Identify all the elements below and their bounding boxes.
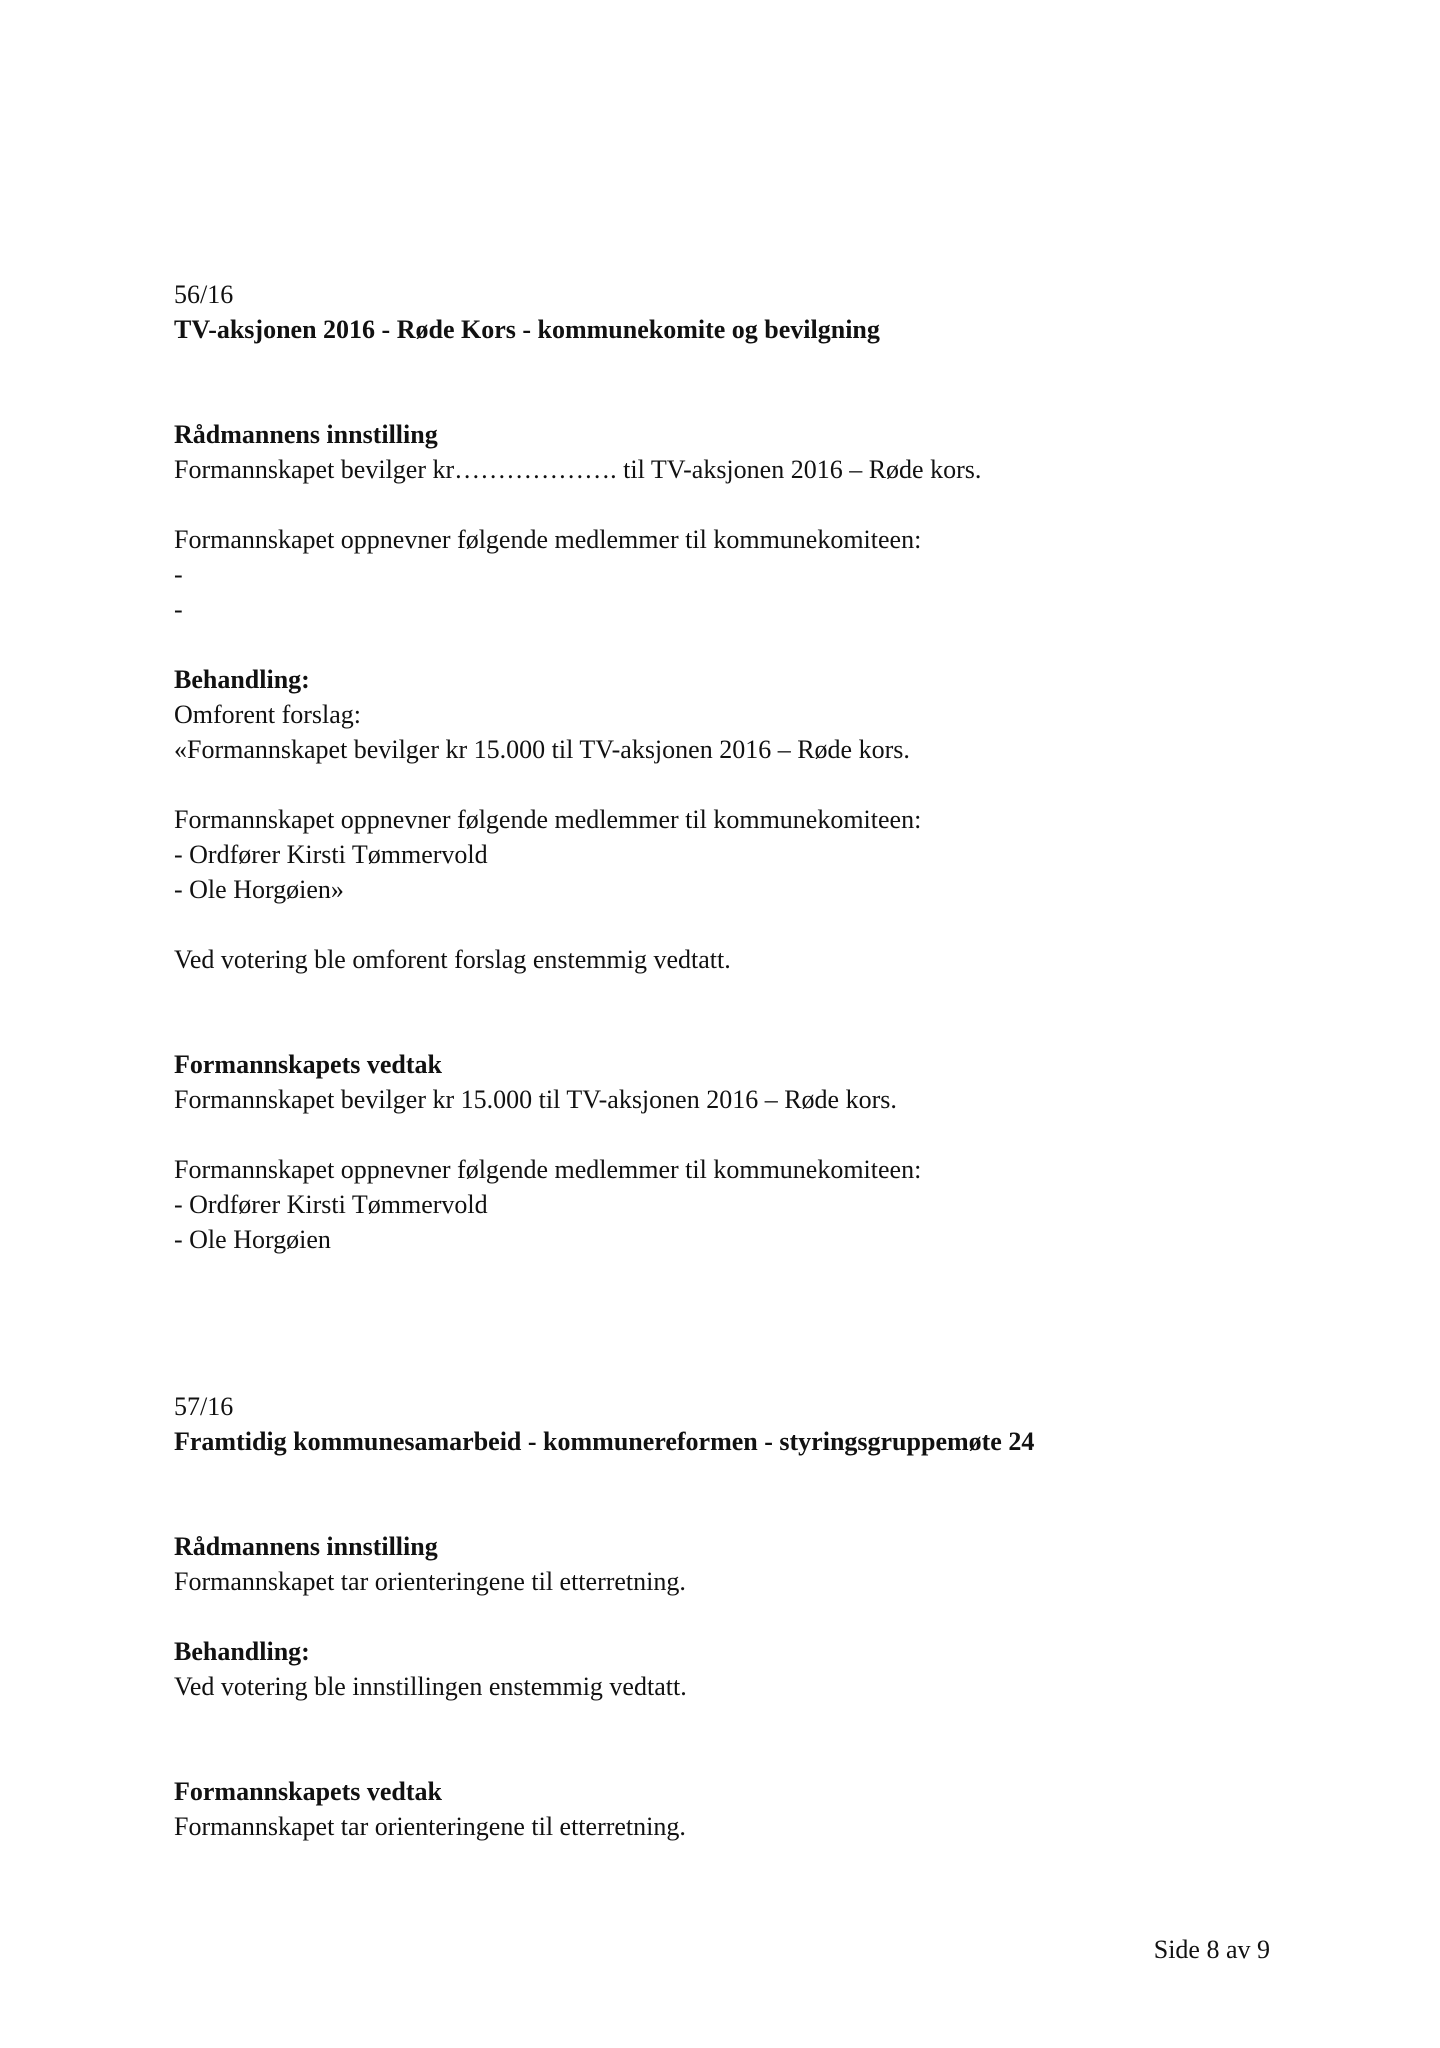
treatment-member: - Ordfører Kirsti Tømmervold: [174, 840, 488, 869]
case-57-header: [174, 1389, 1294, 1459]
case-56-recommendation: [174, 417, 1294, 487]
case-title: TV-aksjonen 2016 - Røde Kors - kommunekomite og bevilgning: [174, 315, 880, 344]
case-56-treatment: [174, 662, 1294, 767]
decision-members-intro: Formannskapet oppnevner følgende medlemmer til kommunekomiteen:: [174, 1155, 922, 1184]
decision-member: - Ole Horgøien: [174, 1225, 331, 1254]
treatment-text: Ved votering ble innstillingen enstemmig vedtatt.: [174, 1672, 687, 1701]
treatment-members-intro: Formannskapet oppnevner følgende medlemmer til kommunekomiteen:: [174, 805, 922, 834]
recommendation-heading: Rådmannens innstilling: [174, 420, 438, 449]
decision-heading: Formannskapets vedtak: [174, 1777, 442, 1806]
case-56-vote: [174, 942, 1294, 977]
recommendation-member-blank: -: [174, 595, 183, 624]
case-56-decision-members: [174, 1152, 1294, 1257]
treatment-member: - Ole Horgøien»: [174, 875, 344, 904]
case-title: Framtidig kommunesamarbeid - kommunereformen - styringsgruppemøte 24: [174, 1427, 1035, 1456]
recommendation-member-blank: -: [174, 560, 183, 589]
treatment-text: Omforent forslag:: [174, 700, 362, 729]
case-57-treatment: [174, 1634, 1294, 1704]
recommendation-heading: Rådmannens innstilling: [174, 1532, 438, 1561]
decision-heading: Formannskapets vedtak: [174, 1050, 442, 1079]
decision-text: Formannskapet bevilger kr 15.000 til TV-aksjonen 2016 – Røde kors.: [174, 1085, 897, 1114]
case-56-recommendation-members: [174, 522, 1294, 627]
case-56-treatment-members: [174, 802, 1294, 907]
treatment-heading: Behandling:: [174, 665, 310, 694]
case-57-decision: [174, 1774, 1294, 1844]
case-57-recommendation: [174, 1529, 1294, 1599]
decision-text: Formannskapet tar orienteringene til etterretning.: [174, 1812, 686, 1841]
case-56-decision: [174, 1047, 1294, 1117]
vote-result: Ved votering ble omforent forslag enstemmig vedtatt.: [174, 945, 731, 974]
treatment-heading: Behandling:: [174, 1637, 310, 1666]
recommendation-text: Formannskapet bevilger kr………………. til TV-aksjonen 2016 – Røde kors.: [174, 455, 982, 484]
treatment-text: «Formannskapet bevilger kr 15.000 til TV-aksjonen 2016 – Røde kors.: [174, 735, 910, 764]
decision-member: - Ordfører Kirsti Tømmervold: [174, 1190, 488, 1219]
page-number: Side 8 av 9: [1153, 1935, 1270, 1964]
recommendation-text: Formannskapet tar orienteringene til etterretning.: [174, 1567, 686, 1596]
recommendation-members-intro: Formannskapet oppnevner følgende medlemmer til kommunekomiteen:: [174, 525, 922, 554]
case-number: 57/16: [174, 1392, 234, 1421]
case-number: 56/16: [174, 280, 234, 309]
case-56-header: [174, 277, 1294, 347]
